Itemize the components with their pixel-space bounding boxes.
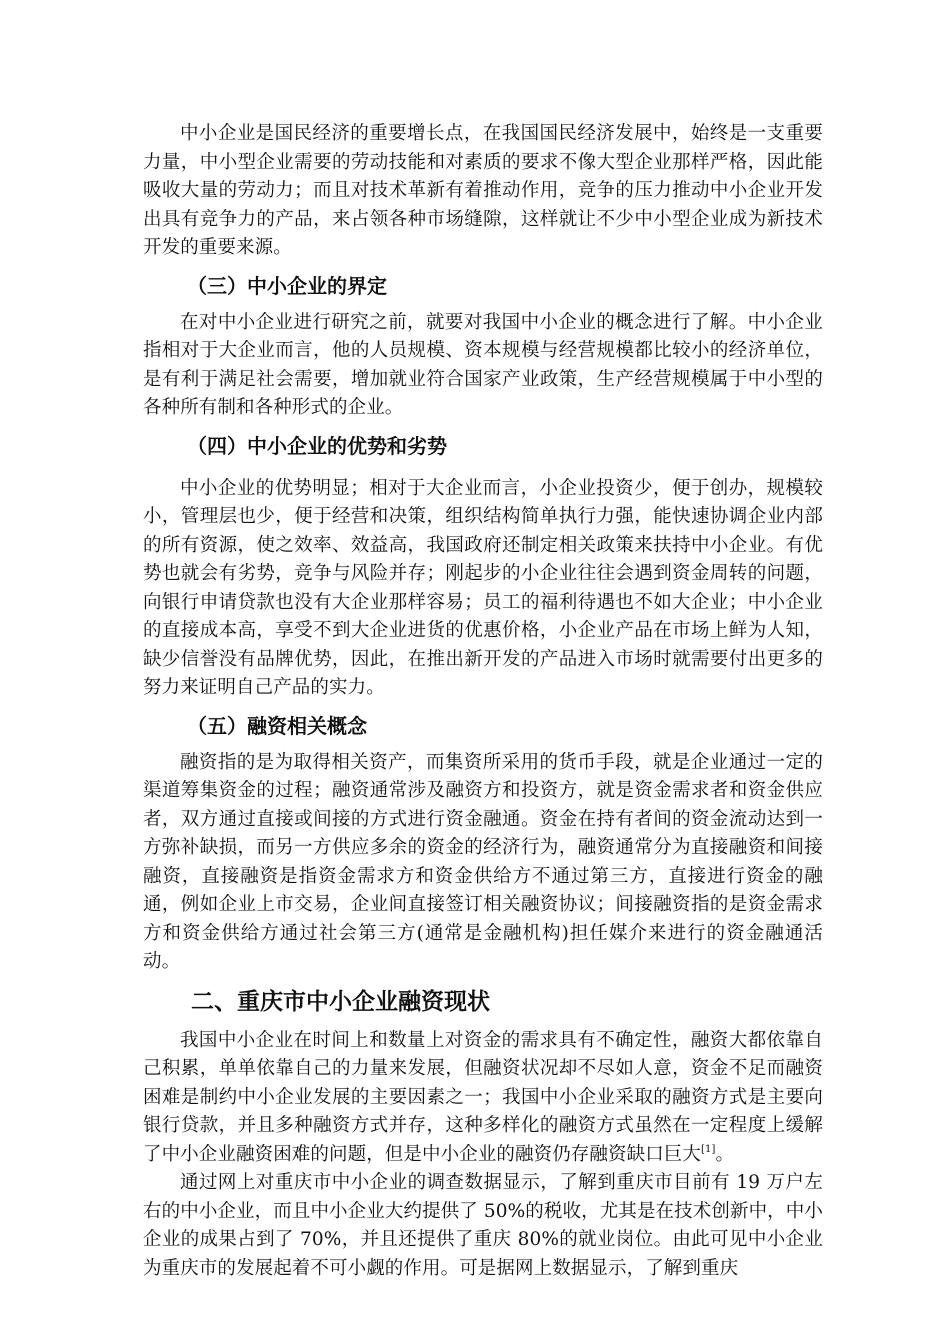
paragraph-financing-concepts: 融资指的是为取得相关资产，而集资所采用的货币手段，就是企业通过一定的渠道筹集资金的过程；融资通常涉及融资方和投资方，就是资金需求者和资金供应者，双方通过直接或间接的方式进行资金融通。资金在持有者间的资金流动达到一方弥补缺损，而另一方供应多余的资金的经济行为，融资通常分为直接融资和间接融资，直接融资是指资金需求方和资金供给方不通过第三方，直接进行资金的融通，例如企业上市交易，企业间直接签订相关融资协议；间接融资指的是资金需求方和资金供给方通过社会第三方(通常是金融机构)担任媒介来进行的资金融通活动。 [143, 751, 823, 972]
paragraph-financing-status-text: 我国中小企业在时间上和数量上对资金的需求具有不确定性，融资大都依靠自己积累，单单依靠自己的力量来发展，但融资状况却不尽如人意，资金不足而融资困难是制约中小企业发展的主要因素之一；我国中小企业采取的融资方式是主要向银行贷款，并且多种融资方式并存，这种多样化的融资方式虽然在一定程度上缓解了中小企业融资困难的问题，但是中小企业的融资仍存融资缺口巨大 [143, 1029, 823, 1165]
paragraph-financing-status-end: 。 [715, 1143, 735, 1165]
paragraph-financing-status [143, 1027, 823, 1170]
paragraph-sme-growth: 中小企业是国民经济的重要增长点，在我国国民经济发展中，始终是一支重要力量，中小型企业需要的劳动技能和对素质的要求不像大型企业那样严格，因此能吸收大量的劳动力；而且对技术革新有着推动作用，竞争的压力推动中小企业开发出具有竞争力的产品，来占领各种市场缝隙，这样就让不少中小型企业成为新技术开发的重要来源。 [143, 123, 823, 258]
heading-financing-concepts: （五）融资相关概念 [187, 713, 367, 738]
paragraph-sme-definition: 在对中小企业进行研究之前，就要对我国中小企业的概念进行了解。中小企业指相对于大企业而言，他的人员规模、资本规模与经营规模都比较小的经济单位，是有利于满足社会需要，增加就业符合国家产业政策，生产经营规模属于中小型的各种所有制和各种形式的企业。 [143, 311, 823, 418]
heading-chongqing-financing-status: 二、重庆市中小企业融资现状 [191, 988, 490, 1015]
paragraph-sme-pros-cons: 中小企业的优势明显；相对于大企业而言，小企业投资少，便于创办，规模较小，管理层也少，便于经营和决策，组织结构简单执行力强，能快速协调企业内部的所有资源，使之效率、效益高，我国政府还制定相关政策来扶持中小企业。有优势也就会有劣势，竞争与风险并存；刚起步的小企业往往会遇到资金周转的问题，向银行申请贷款也没有大企业那样容易；员工的福利待遇也不如大企业；中小企业的直接成本高，享受不到大企业进货的优惠价格，小企业产品在市场上鲜为人知，缺少信誉没有品牌优势，因此，在推出新开发的产品进入市场时就需要付出更多的努力来证明自己产品的实力。 [143, 477, 823, 698]
paragraph-chongqing-data: 通过网上对重庆市中小企业的调查数据显示，了解到重庆市目前有 19 万户左右的中小企业，而且中小企业大约提供了 50%的税收，尤其是在技术创新中，中小企业的成果占到了 70%，并且还提供了重庆 80%的就业岗位。由此可见中小企业为重庆市的发展起着不可小觑的作用。可是据网上数据显示，了解到重庆 [143, 1172, 823, 1279]
document-body [143, 120, 823, 1283]
citation-ref[interactable]: [1] [701, 1143, 716, 1155]
heading-sme-definition: （三）中小企业的界定 [187, 273, 387, 298]
heading-sme-pros-cons: （四）中小企业的优势和劣势 [187, 433, 447, 458]
